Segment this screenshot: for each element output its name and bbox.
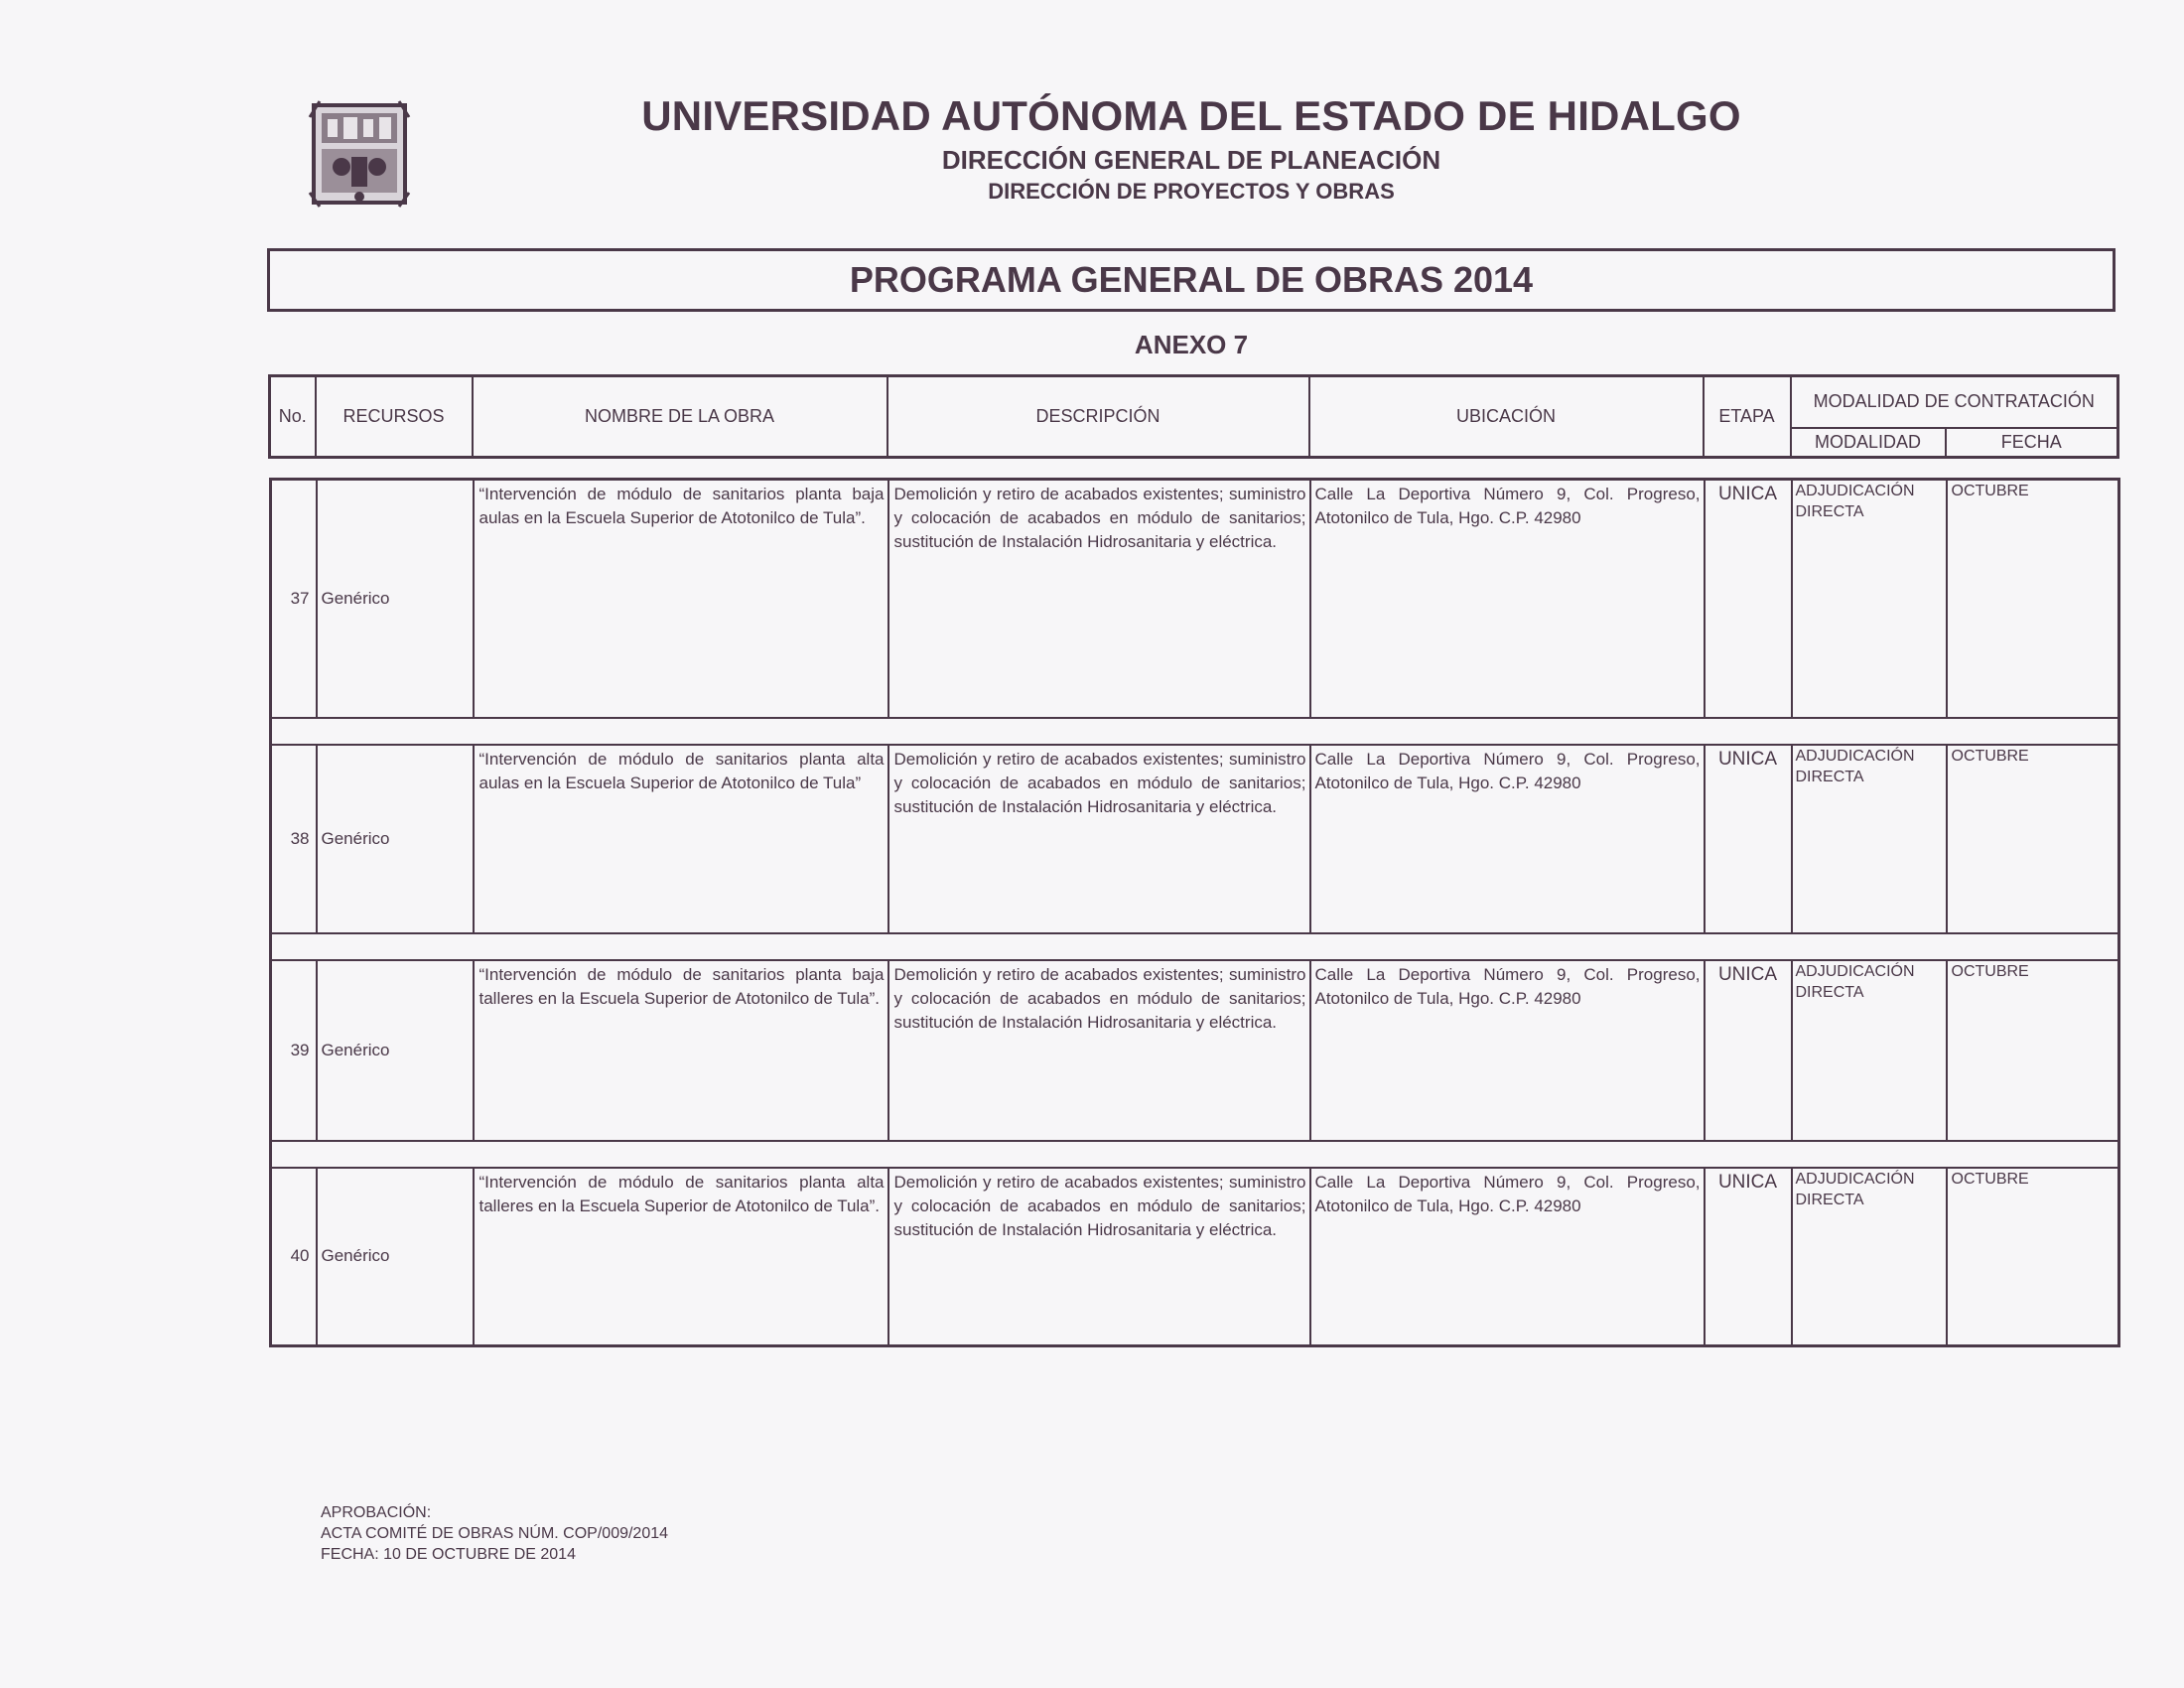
program-title-box <box>267 248 2116 312</box>
row-etapa: UNICA <box>1705 1168 1792 1346</box>
program-title: PROGRAMA GENERAL DE OBRAS 2014 <box>849 259 1534 300</box>
row-etapa: UNICA <box>1705 960 1792 1141</box>
row-nombre: “Intervención de módulo de sanitarios planta baja aulas en la Escuela Superior de Atotonilco de Tula”. <box>474 480 888 718</box>
row-recursos: Genérico <box>317 745 474 933</box>
row-no: 39 <box>271 960 317 1141</box>
direccion-general: DIRECCIÓN GENERAL DE PLANEACIÓN <box>941 145 1441 175</box>
row-fecha: OCTUBRE <box>1947 745 2119 933</box>
table-row <box>271 480 2119 718</box>
col-header-recursos: RECURSOS <box>316 376 473 458</box>
anexo-label: ANEXO 7 <box>1134 330 1249 359</box>
approval-acta: ACTA COMITÉ DE OBRAS NÚM. COP/009/2014 <box>321 1525 669 1542</box>
row-ubicacion: Calle La Deportiva Número 9, Col. Progreso, Atotonilco de Tula, Hgo. C.P. 42980 <box>1310 745 1705 933</box>
row-etapa: UNICA <box>1705 745 1792 933</box>
approval-footer <box>321 1502 668 1565</box>
table-row <box>271 745 2119 933</box>
row-descripcion: Demolición y retiro de acabados existentes; suministro y colocación de acabados en módulo de sanitarios; sustitución de Instalación Hidrosanitaria y eléctrica. <box>888 480 1310 718</box>
university-name: UNIVERSIDAD AUTÓNOMA DEL ESTADO DE HIDALGO <box>641 92 1741 139</box>
row-nombre: “Intervención de módulo de sanitarios planta alta talleres en la Escuela Superior de Atotonilco de Tula”. <box>474 1168 888 1346</box>
row-separator <box>271 1141 2119 1168</box>
row-recursos: Genérico <box>317 480 474 718</box>
row-recursos: Genérico <box>317 960 474 1141</box>
row-fecha: OCTUBRE <box>1947 1168 2119 1346</box>
row-descripcion: Demolición y retiro de acabados existentes; suministro y colocación de acabados en módulo de sanitarios; sustitución de Instalación Hidrosanitaria y eléctrica. <box>888 960 1310 1141</box>
works-table <box>269 478 2120 1347</box>
row-recursos: Genérico <box>317 1168 474 1346</box>
row-no: 38 <box>271 745 317 933</box>
table-row <box>271 1168 2119 1346</box>
col-header-no: No. <box>270 376 316 458</box>
row-fecha: OCTUBRE <box>1947 960 2119 1141</box>
row-fecha: OCTUBRE <box>1947 480 2119 718</box>
row-separator <box>271 718 2119 745</box>
direccion-proyectos: DIRECCIÓN DE PROYECTOS Y OBRAS <box>988 179 1395 204</box>
col-header-modalidad: MODALIDAD <box>1791 428 1946 458</box>
col-header-nombre: NOMBRE DE LA OBRA <box>473 376 887 458</box>
row-no: 37 <box>271 480 317 718</box>
row-descripcion: Demolición y retiro de acabados existentes; suministro y colocación de acabados en módulo de sanitarios; sustitución de Instalación Hidrosanitaria y eléctrica. <box>888 745 1310 933</box>
row-ubicacion: Calle La Deportiva Número 9, Col. Progreso, Atotonilco de Tula, Hgo. C.P. 42980 <box>1310 960 1705 1141</box>
col-header-fecha: FECHA <box>1946 428 2118 458</box>
col-header-etapa: ETAPA <box>1704 376 1791 458</box>
row-ubicacion: Calle La Deportiva Número 9, Col. Progreso, Atotonilco de Tula, Hgo. C.P. 42980 <box>1310 480 1705 718</box>
row-modalidad: ADJUDICACIÓN DIRECTA <box>1792 480 1947 718</box>
row-no: 40 <box>271 1168 317 1346</box>
col-header-modalidad-contratacion: MODALIDAD DE CONTRATACIÓN <box>1791 376 2118 428</box>
row-nombre: “Intervención de módulo de sanitarios planta alta aulas en la Escuela Superior de Atotonilco de Tula” <box>474 745 888 933</box>
row-separator <box>271 933 2119 960</box>
approval-label: APROBACIÓN: <box>321 1504 432 1521</box>
row-descripcion: Demolición y retiro de acabados existentes; suministro y colocación de acabados en módulo de sanitarios; sustitución de Instalación Hidrosanitaria y eléctrica. <box>888 1168 1310 1346</box>
row-modalidad: ADJUDICACIÓN DIRECTA <box>1792 1168 1947 1346</box>
row-modalidad: ADJUDICACIÓN DIRECTA <box>1792 960 1947 1141</box>
row-ubicacion: Calle La Deportiva Número 9, Col. Progreso, Atotonilco de Tula, Hgo. C.P. 42980 <box>1310 1168 1705 1346</box>
approval-date: FECHA: 10 DE OCTUBRE DE 2014 <box>321 1546 576 1563</box>
row-modalidad: ADJUDICACIÓN DIRECTA <box>1792 745 1947 933</box>
university-seal-logo <box>308 97 411 209</box>
col-header-descripcion: DESCRIPCIÓN <box>887 376 1309 458</box>
row-nombre: “Intervención de módulo de sanitarios planta baja talleres en la Escuela Superior de Atotonilco de Tula”. <box>474 960 888 1141</box>
col-header-ubicacion: UBICACIÓN <box>1309 376 1704 458</box>
table-header <box>268 374 2119 459</box>
table-row <box>271 960 2119 1141</box>
row-etapa: UNICA <box>1705 480 1792 718</box>
